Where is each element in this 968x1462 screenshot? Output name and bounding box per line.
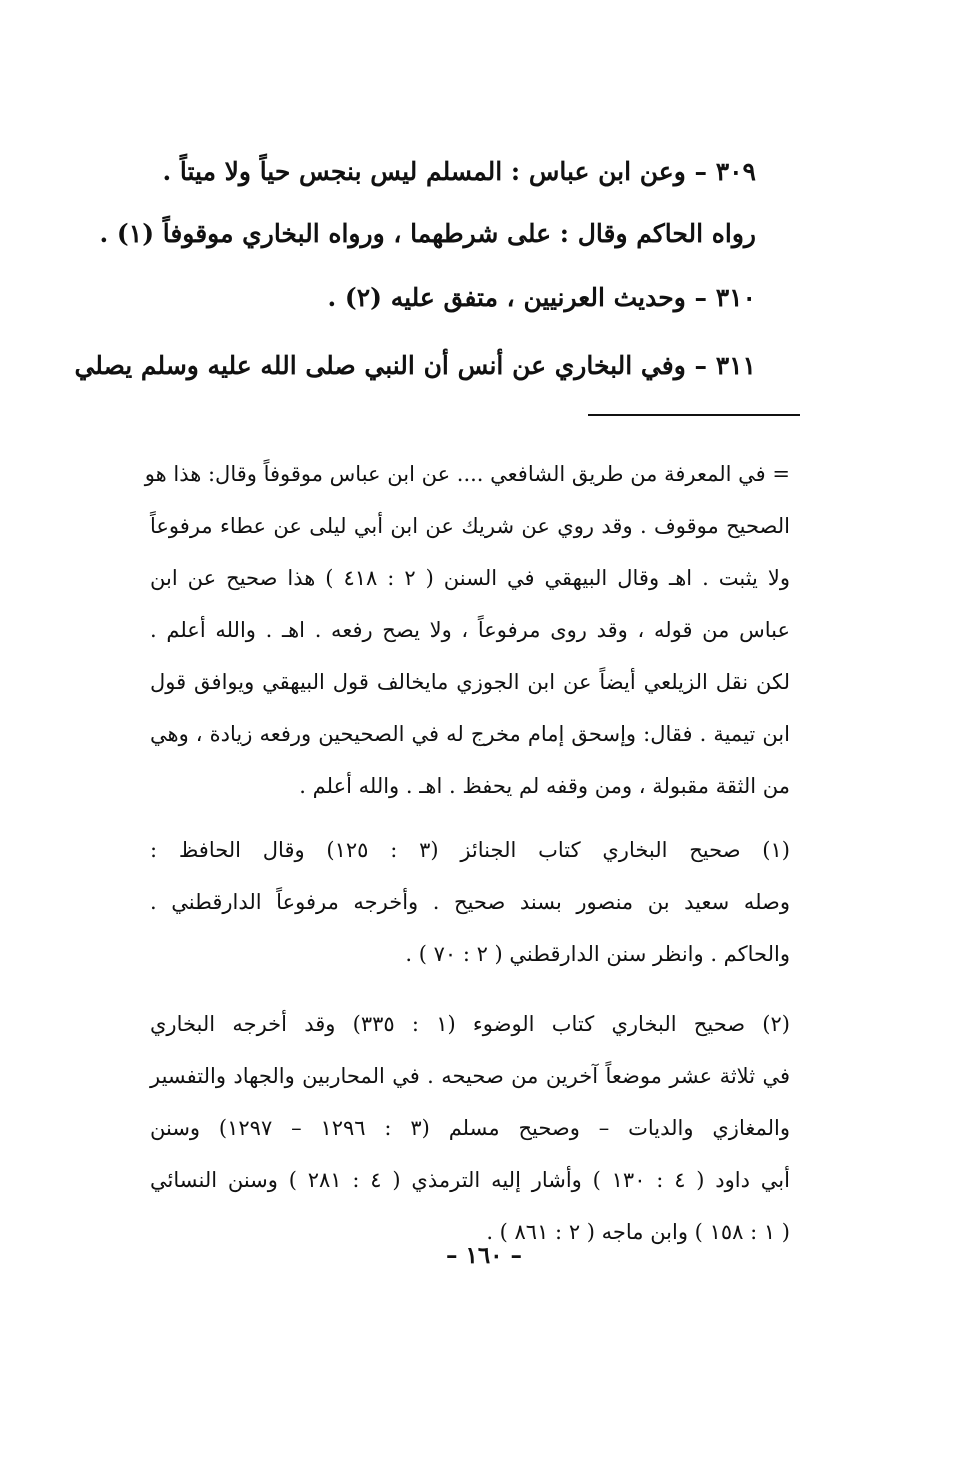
hadith-309-source-line: رواه الحاكم وقال : على شرطهما ، ورواه البخاري موقوفاً (١) .: [99, 219, 756, 248]
footnote-line: وصله سعيد بن منصور بسند صحيح . وأخرجه مرفوعاً الدارقطني .: [150, 890, 790, 914]
footnote-line: لكن نقل الزيلعي أيضاً عن ابن الجوزي مايخالف قول البيهقي ويوافق قول: [150, 670, 790, 694]
footnote-line: في ثلاثة عشر موضعاً آخرين من صحيحه . في المحاربين والجهاد والتفسير: [150, 1064, 790, 1088]
footnote-continuation: [144, 448, 790, 812]
footnote-line: والمغازي والديات – وصحيح مسلم (٣ : ١٢٩٦ – ١٢٩٧) وسنن: [150, 1116, 790, 1140]
footnotes: [144, 448, 790, 1258]
hadith-310-line: ٣١٠ – وحديث العرنيين ، متفق عليه (٢) .: [327, 283, 756, 312]
footnote-line: ابن تيمية . فقال: وإسحق إمام مخرج له في الصحيحين ورفعه زيادة ، وهي: [150, 722, 790, 746]
footnote-line: = في المعرفة من طريق الشافعي .... عن ابن عباس موقوفاً وقال: هذا هو: [144, 462, 790, 486]
hadith-311-line: ٣١١ – وفي البخاري عن أنس أن النبي صلى الله عليه وسلم يصلي: [74, 351, 756, 380]
footnote-line: ( ١ : ١٥٨ ) وابن ماجه ( ٢ : ٨٦١ ) .: [486, 1220, 790, 1244]
footnote-2: [150, 998, 790, 1258]
footnote-line: والحاكم . وانظر سنن الدارقطني ( ٢ : ٧٠ ) .: [405, 942, 790, 966]
footnote-separator: [588, 414, 800, 416]
footnote-line: أبي داود ( ٤ : ١٣٠ ) وأشار إليه الترمذي ( ٤ : ٢٨١ ) وسنن النسائي: [150, 1168, 790, 1192]
page-number: – ١٦٠ –: [445, 1242, 523, 1269]
footnote-line: (٢) صحيح البخاري كتاب الوضوء (١ : ٣٣٥) وقد أخرجه البخاري: [150, 1012, 790, 1036]
footnote-1: [150, 824, 790, 980]
footnote-line: الصحيح موقوف . وقد روي عن شريك عن ابن أبي ليلى عن عطاء مرفوعاً: [150, 514, 790, 538]
footnote-line: (١) صحيح البخاري كتاب الجنائز (٣ : ١٢٥) وقال الحافظ :: [150, 838, 790, 862]
footnote-line: من الثقة مقبولة ، ومن وقفه لم يحفظ . اهـ . والله أعلم .: [299, 774, 790, 798]
footnote-line: ولا يثبت . اهـ وقال البيهقي في السنن ( ٢ : ٤١٨ ) هذا صحيح عن ابن: [150, 566, 790, 590]
hadith-309-line: ٣٠٩ – وعن ابن عباس : المسلم ليس بنجس حياً ولا ميتاً .: [162, 157, 756, 186]
footnote-line: عباس من قوله ، وقد روى مرفوعاً ، ولا يصح رفعه . اهـ . والله أعلم .: [150, 618, 790, 642]
